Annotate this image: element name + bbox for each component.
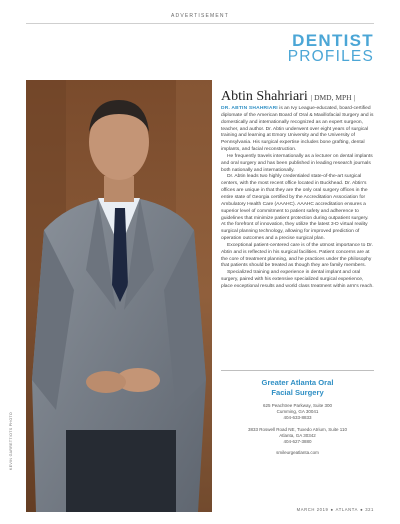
issue-date: MARCH 2019 <box>296 507 329 512</box>
portrait-illustration <box>26 80 212 512</box>
paragraph-text: is an Ivy League-educated, board-certified diplomate of the American Board of Oral & Maxillofacial Surgery and is domestically and internationally recognized as an expert surgeon, teacher, and author. Dr. Abtin underwent over eight years of surgical training and learning at Emory University and the University of Pennsylvania. His surgical expertise includes bone grafting, dental implants, and facial reconstruction. <box>221 106 374 153</box>
photo-credit: KEVIN GARRETT/OTS PHOTO <box>9 412 13 470</box>
page-footer <box>297 507 374 512</box>
doctor-credentials: | DMD, MPH | <box>310 93 355 102</box>
profile-paragraph: Dr. Abtin leads two highly credentialed state-of-the-art surgical centers, with the most recent office located in Buckhead. Dr. Abtin's offices are unique in that they are the only oral surgery offices in the entire state of Georgia certified by the Accreditation Association for Ambulatory Health Care (AAAHC). AAAHC accreditation ensures a superior level of commitment to patient safety and adherence to guidelines that minimize patient protection during outpatient surgery. At the forefront of innovation, they utilize the latest 3-D virtual reality surgical planning technology, allowing for improved prediction of operation outcomes and a precise surgical plan. <box>221 174 369 242</box>
section-title-line1: DENTIST <box>292 31 374 50</box>
advertisement-label: ADVERTISEMENT <box>170 13 229 19</box>
footer-separator: ● <box>330 507 334 512</box>
practice-address-cumming: 625 Peachtree Parkway, Suite 300 Cumming, GA 30041 404-633-8833 <box>263 403 332 421</box>
profile-paragraph: Specialized training and experience in dental implant and oral surgery, paired with his extensive specialized surgical experience, place exceptional results and world class treatment within arm's reach. <box>221 270 374 289</box>
lead-in: DR. ABTIN SHAHRIARI <box>221 106 278 111</box>
profile-paragraph: He frequently travels internationally as a lecturer on dental implants and oral surgery and has been published in leading research journals both nationally and internationally. <box>221 153 373 173</box>
portrait-photo <box>26 80 212 512</box>
doctor-name: Abtin Shahriari <box>221 89 308 104</box>
profile-paragraph: Exceptional patient-centered care is of the utmost importance to Dr. Abtin and is reflected in his surgical facilities. Patient concerns are at the core of treatment planning, and he practices under the philosophy that patients should be treated as though they are family members. <box>221 242 373 269</box>
practice-address-atlanta: 3833 Roswell Road NE, Tuxedo Atrium, Suite 110 Atlanta, GA 30342 404-627-3880 <box>248 426 347 445</box>
profile-heading <box>221 87 381 105</box>
section-title-line2: PROFILES <box>287 48 374 65</box>
practice-info <box>221 370 374 494</box>
section-title <box>288 33 374 65</box>
practice-name: Greater Atlanta Oral Facial Surgery <box>261 378 334 397</box>
page-number: 321 <box>365 507 374 512</box>
header-divider <box>26 23 374 24</box>
profile-body <box>221 106 374 291</box>
footer-separator: ● <box>360 507 364 512</box>
profile-paragraph <box>221 106 374 154</box>
magazine-name: ATLANTA <box>335 507 359 512</box>
practice-website[interactable]: smileurgeatlanta.com <box>276 450 319 456</box>
